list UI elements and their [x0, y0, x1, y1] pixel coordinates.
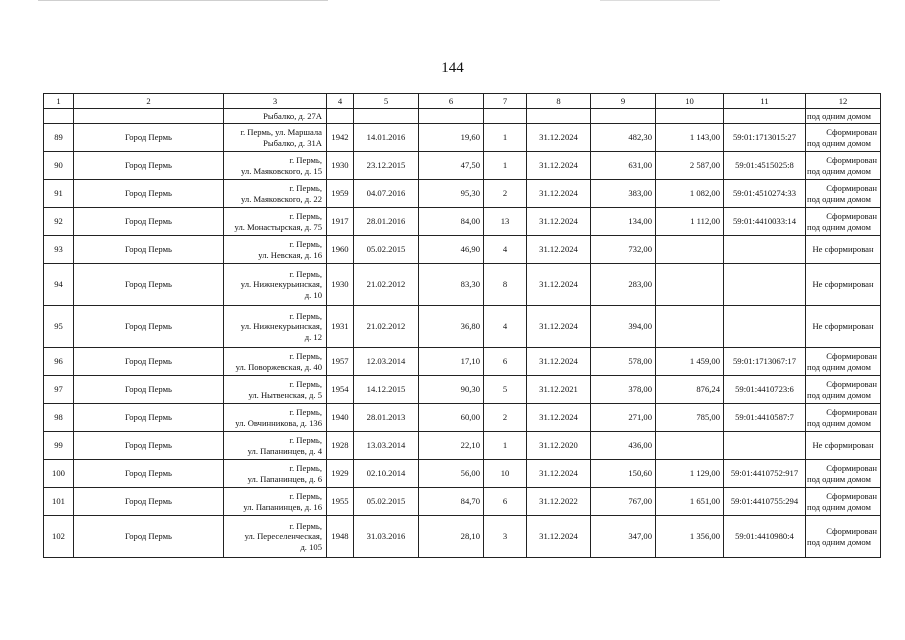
cell-address — [224, 348, 327, 376]
address-line: г. Пермь, — [289, 463, 322, 473]
cell-col6: 22,10 — [419, 432, 484, 460]
address-line: г. Пермь, — [289, 379, 322, 389]
cell-year: 1942 — [327, 124, 354, 152]
address-line: д. 10 — [304, 289, 322, 300]
cell-col7: 8 — [484, 264, 527, 306]
cell-col6: 17,10 — [419, 348, 484, 376]
cell-col9: 482,30 — [591, 124, 656, 152]
cell-address — [224, 124, 327, 152]
cell-city: Город Пермь — [74, 432, 224, 460]
address-line: ул. Переселенческая, — [244, 531, 322, 542]
cell-year: 1931 — [327, 306, 354, 348]
table-row — [44, 488, 881, 516]
table-row — [44, 152, 881, 180]
status-line: под одним домом — [807, 361, 871, 372]
cell-address — [224, 404, 327, 432]
status-line: под одним домом — [807, 165, 871, 176]
cell-num: 101 — [44, 488, 74, 516]
cell-cadastral: 59:01:4410723:6 — [724, 376, 806, 404]
cell-col10 — [656, 306, 724, 348]
cell-cadastral: 59:01:1713015:27 — [724, 124, 806, 152]
cell-col10: 1 143,00 — [656, 124, 724, 152]
address-line: ул. Маяковского, д. 15 — [241, 165, 322, 176]
status-line: Сформирован — [826, 155, 877, 165]
cell-col9: 150,60 — [591, 460, 656, 488]
cell-col10 — [656, 109, 724, 124]
cell-col9: 394,00 — [591, 306, 656, 348]
cell-cadastral — [724, 236, 806, 264]
table-row — [44, 124, 881, 152]
cell-address — [224, 376, 327, 404]
cell-date: 13.03.2014 — [354, 432, 419, 460]
cell-num: 94 — [44, 264, 74, 306]
cell-city: Город Пермь — [74, 180, 224, 208]
cell-status — [806, 152, 881, 180]
cell-year: 1957 — [327, 348, 354, 376]
cell-col7: 1 — [484, 152, 527, 180]
table-row — [44, 180, 881, 208]
cell-col9: 283,00 — [591, 264, 656, 306]
cell-year — [327, 109, 354, 124]
cell-col7: 1 — [484, 124, 527, 152]
status-line: Не сформирован — [812, 321, 874, 332]
header-cell-4: 4 — [327, 94, 354, 109]
cell-status — [806, 376, 881, 404]
address-line: ул. Овчинникова, д. 136 — [235, 417, 322, 428]
cell-col6: 90,30 — [419, 376, 484, 404]
cell-address — [224, 460, 327, 488]
cell-cadastral: 59:01:4410587:7 — [724, 404, 806, 432]
cell-status — [806, 348, 881, 376]
cell-address — [224, 264, 327, 306]
status-line: под одним домом — [807, 110, 871, 121]
cell-col6: 84,70 — [419, 488, 484, 516]
cell-city: Город Пермь — [74, 264, 224, 306]
cell-col8: 31.12.2024 — [527, 306, 591, 348]
cell-year: 1954 — [327, 376, 354, 404]
status-line: Сформирован — [826, 351, 877, 361]
status-line: под одним домом — [807, 137, 871, 148]
cell-col7 — [484, 109, 527, 124]
cell-col10: 2 587,00 — [656, 152, 724, 180]
cell-city: Город Пермь — [74, 152, 224, 180]
status-line: под одним домом — [807, 501, 871, 512]
status-line: под одним домом — [807, 389, 871, 400]
cell-num: 98 — [44, 404, 74, 432]
table-row — [44, 516, 881, 558]
table-row — [44, 264, 881, 306]
cell-col7: 2 — [484, 180, 527, 208]
address-line: г. Пермь, — [289, 183, 322, 193]
cell-year: 1929 — [327, 460, 354, 488]
cell-cadastral: 59:01:4410755:294 — [724, 488, 806, 516]
cell-date: 28.01.2016 — [354, 208, 419, 236]
cell-address — [224, 152, 327, 180]
address-line: г. Пермь, — [289, 520, 322, 531]
cell-num: 96 — [44, 348, 74, 376]
cell-col9: 631,00 — [591, 152, 656, 180]
cell-status — [806, 124, 881, 152]
cell-date: 14.01.2016 — [354, 124, 419, 152]
cell-col9: 347,00 — [591, 516, 656, 558]
cell-year: 1960 — [327, 236, 354, 264]
address-line: ул. Папанинцев, д. 6 — [247, 473, 322, 484]
cell-status — [806, 264, 881, 306]
header-cell-2: 2 — [74, 94, 224, 109]
cell-address — [224, 516, 327, 558]
cell-col8: 31.12.2024 — [527, 516, 591, 558]
header-cell-8: 8 — [527, 94, 591, 109]
address-line: ул. Папанинцев, д. 4 — [247, 445, 322, 456]
cell-col9: 378,00 — [591, 376, 656, 404]
status-line: под одним домом — [807, 536, 871, 547]
cell-city: Город Пермь — [74, 404, 224, 432]
cell-num: 92 — [44, 208, 74, 236]
cell-col6: 46,90 — [419, 236, 484, 264]
cell-address — [224, 236, 327, 264]
cell-col6: 56,00 — [419, 460, 484, 488]
header-cell-3: 3 — [224, 94, 327, 109]
status-line: Сформирован — [826, 463, 877, 473]
address-line: ул. Поворжевская, д. 40 — [235, 361, 322, 372]
cell-num: 90 — [44, 152, 74, 180]
cell-col8: 31.12.2020 — [527, 432, 591, 460]
cell-col6: 83,30 — [419, 264, 484, 306]
cell-col7: 1 — [484, 432, 527, 460]
cell-col9: 134,00 — [591, 208, 656, 236]
cell-status — [806, 432, 881, 460]
cell-col7: 6 — [484, 348, 527, 376]
cell-col6: 19,60 — [419, 124, 484, 152]
status-line: Сформирован — [826, 211, 877, 221]
cell-col8: 31.12.2024 — [527, 460, 591, 488]
status-line: Сформирован — [826, 127, 877, 137]
cell-city — [74, 109, 224, 124]
cell-status — [806, 488, 881, 516]
cell-address — [224, 432, 327, 460]
cell-col10: 1 356,00 — [656, 516, 724, 558]
cell-num: 89 — [44, 124, 74, 152]
cell-address: Рыбалко, д. 27А — [224, 109, 327, 124]
header-cell-7: 7 — [484, 94, 527, 109]
status-line: Сформирован — [826, 183, 877, 193]
cell-col9: 578,00 — [591, 348, 656, 376]
cell-status — [806, 109, 881, 124]
cell-year: 1955 — [327, 488, 354, 516]
cell-year: 1940 — [327, 404, 354, 432]
cell-col8: 31.12.2024 — [527, 404, 591, 432]
cell-status — [806, 516, 881, 558]
cell-status — [806, 306, 881, 348]
cell-col8: 31.12.2024 — [527, 124, 591, 152]
cell-status — [806, 404, 881, 432]
cell-num: 93 — [44, 236, 74, 264]
cell-col10: 1 129,00 — [656, 460, 724, 488]
cell-col9: 436,00 — [591, 432, 656, 460]
cell-address — [224, 208, 327, 236]
cell-col9 — [591, 109, 656, 124]
status-line: Сформирован — [826, 379, 877, 389]
cell-col9: 732,00 — [591, 236, 656, 264]
address-line: г. Пермь, ул. Маршала — [240, 127, 322, 137]
cell-status — [806, 236, 881, 264]
cell-cadastral — [724, 432, 806, 460]
header-cell-10: 10 — [656, 94, 724, 109]
cell-city: Город Пермь — [74, 306, 224, 348]
header-cell-6: 6 — [419, 94, 484, 109]
status-line: под одним домом — [807, 193, 871, 204]
cell-num: 99 — [44, 432, 74, 460]
table-row — [44, 376, 881, 404]
status-line: Не сформирован — [812, 279, 874, 290]
cell-col10: 1 082,00 — [656, 180, 724, 208]
cell-col7: 2 — [484, 404, 527, 432]
cell-city: Город Пермь — [74, 124, 224, 152]
cell-cadastral — [724, 306, 806, 348]
address-line: г. Пермь, — [289, 351, 322, 361]
cell-col10: 785,00 — [656, 404, 724, 432]
cell-status — [806, 180, 881, 208]
cell-date: 28.01.2013 — [354, 404, 419, 432]
header-row — [44, 94, 881, 109]
cell-date: 04.07.2016 — [354, 180, 419, 208]
cell-year: 1928 — [327, 432, 354, 460]
cell-col8: 31.12.2024 — [527, 236, 591, 264]
cell-col8 — [527, 109, 591, 124]
cell-num: 91 — [44, 180, 74, 208]
cell-date: 05.02.2015 — [354, 488, 419, 516]
cell-col7: 5 — [484, 376, 527, 404]
cell-status — [806, 208, 881, 236]
address-line: д. 12 — [304, 331, 322, 342]
header-cell-5: 5 — [354, 94, 419, 109]
cell-date: 02.10.2014 — [354, 460, 419, 488]
page-number: 144 — [441, 60, 464, 76]
address-line: г. Пермь, — [289, 268, 322, 279]
cell-date: 12.03.2014 — [354, 348, 419, 376]
continuation-row — [44, 109, 881, 124]
table-row — [44, 348, 881, 376]
cell-date: 23.12.2015 — [354, 152, 419, 180]
address-line: г. Пермь, — [289, 407, 322, 417]
cell-city: Город Пермь — [74, 460, 224, 488]
header-cell-12: 12 — [806, 94, 881, 109]
cell-cadastral: 59:01:1713067:17 — [724, 348, 806, 376]
cell-address — [224, 180, 327, 208]
cell-col7: 4 — [484, 236, 527, 264]
address-line: г. Пермь, — [289, 310, 322, 321]
status-line: Сформирован — [826, 407, 877, 417]
cell-num: 100 — [44, 460, 74, 488]
cell-year: 1948 — [327, 516, 354, 558]
cell-col9: 383,00 — [591, 180, 656, 208]
cell-num: 102 — [44, 516, 74, 558]
address-line: ул. Невская, д. 16 — [258, 249, 322, 260]
cell-col7: 10 — [484, 460, 527, 488]
address-line: г. Пермь, — [289, 435, 322, 445]
top-rule — [38, 0, 328, 1]
cell-city: Город Пермь — [74, 236, 224, 264]
cell-cadastral: 59:01:4410033:14 — [724, 208, 806, 236]
table-row — [44, 208, 881, 236]
status-line: под одним домом — [807, 221, 871, 232]
cell-col6: 47,50 — [419, 152, 484, 180]
cell-cadastral: 59:01:4515025:8 — [724, 152, 806, 180]
cell-col10: 1 459,00 — [656, 348, 724, 376]
cell-col9: 271,00 — [591, 404, 656, 432]
cell-col6: 36,80 — [419, 306, 484, 348]
cell-col7: 3 — [484, 516, 527, 558]
cell-col6: 60,00 — [419, 404, 484, 432]
cell-address — [224, 306, 327, 348]
cell-num: 95 — [44, 306, 74, 348]
cell-num — [44, 109, 74, 124]
address-line: ул. Нытвенская, д. 5 — [248, 389, 322, 400]
cell-cadastral: 59:01:4510274:33 — [724, 180, 806, 208]
cell-cadastral: 59:01:4410980:4 — [724, 516, 806, 558]
cell-city: Город Пермь — [74, 208, 224, 236]
table-row — [44, 236, 881, 264]
address-line: г. Пермь, — [289, 491, 322, 501]
cell-date: 21.02.2012 — [354, 264, 419, 306]
header-cell-9: 9 — [591, 94, 656, 109]
status-line: Не сформирован — [812, 440, 874, 451]
cell-address — [224, 488, 327, 516]
cell-col10 — [656, 236, 724, 264]
address-line: г. Пермь, — [289, 239, 322, 249]
cell-year: 1930 — [327, 152, 354, 180]
address-line: д. 105 — [300, 541, 322, 552]
cell-col10: 876,24 — [656, 376, 724, 404]
cell-col7: 13 — [484, 208, 527, 236]
cell-col10: 1 112,00 — [656, 208, 724, 236]
data-table — [43, 93, 881, 558]
address-line: Рыбалко, д. 31А — [263, 137, 322, 148]
cell-num: 97 — [44, 376, 74, 404]
cell-col6: 28,10 — [419, 516, 484, 558]
cell-col6: 95,30 — [419, 180, 484, 208]
cell-year: 1917 — [327, 208, 354, 236]
address-line: ул. Монастырская, д. 75 — [234, 221, 322, 232]
table-row — [44, 460, 881, 488]
header-cell-1: 1 — [44, 94, 74, 109]
cell-col6: 84,00 — [419, 208, 484, 236]
status-line: Сформирован — [826, 526, 877, 536]
cell-city: Город Пермь — [74, 488, 224, 516]
cell-city: Город Пермь — [74, 516, 224, 558]
cell-date: 31.03.2016 — [354, 516, 419, 558]
status-line: под одним домом — [807, 473, 871, 484]
address-line: ул. Папанинцев, д. 16 — [243, 501, 322, 512]
cell-date: 21.02.2012 — [354, 306, 419, 348]
cell-col10 — [656, 432, 724, 460]
cell-col7: 4 — [484, 306, 527, 348]
cell-date: 05.02.2015 — [354, 236, 419, 264]
address-line: ул. Нижнекурьинская, — [240, 321, 322, 332]
status-line: Сформирован — [826, 491, 877, 501]
address-line: ул. Нижнекурьинская, — [240, 279, 322, 290]
cell-col8: 31.12.2022 — [527, 488, 591, 516]
table-row — [44, 432, 881, 460]
status-line: Не сформирован — [812, 244, 874, 255]
table-row — [44, 404, 881, 432]
address-line: г. Пермь, — [289, 211, 322, 221]
cell-col9: 767,00 — [591, 488, 656, 516]
cell-cadastral: 59:01:4410752:917 — [724, 460, 806, 488]
status-line: под одним домом — [807, 417, 871, 428]
cell-city: Город Пермь — [74, 348, 224, 376]
cell-col8: 31.12.2021 — [527, 376, 591, 404]
cell-date: 14.12.2015 — [354, 376, 419, 404]
table-body — [44, 94, 881, 558]
cell-year: 1959 — [327, 180, 354, 208]
address-line: г. Пермь, — [289, 155, 322, 165]
table-row — [44, 306, 881, 348]
cell-year: 1930 — [327, 264, 354, 306]
cell-city: Город Пермь — [74, 376, 224, 404]
cell-col8: 31.12.2024 — [527, 152, 591, 180]
cell-date — [354, 109, 419, 124]
cell-col8: 31.12.2024 — [527, 208, 591, 236]
address-line: ул. Маяковского, д. 22 — [241, 193, 322, 204]
cell-status — [806, 460, 881, 488]
cell-col7: 6 — [484, 488, 527, 516]
top-rule-right — [600, 0, 720, 1]
cell-col8: 31.12.2024 — [527, 264, 591, 306]
cell-cadastral — [724, 109, 806, 124]
cell-col8: 31.12.2024 — [527, 348, 591, 376]
cell-col6 — [419, 109, 484, 124]
cell-col10: 1 651,00 — [656, 488, 724, 516]
cell-col8: 31.12.2024 — [527, 180, 591, 208]
cell-col10 — [656, 264, 724, 306]
header-cell-11: 11 — [724, 94, 806, 109]
cell-cadastral — [724, 264, 806, 306]
